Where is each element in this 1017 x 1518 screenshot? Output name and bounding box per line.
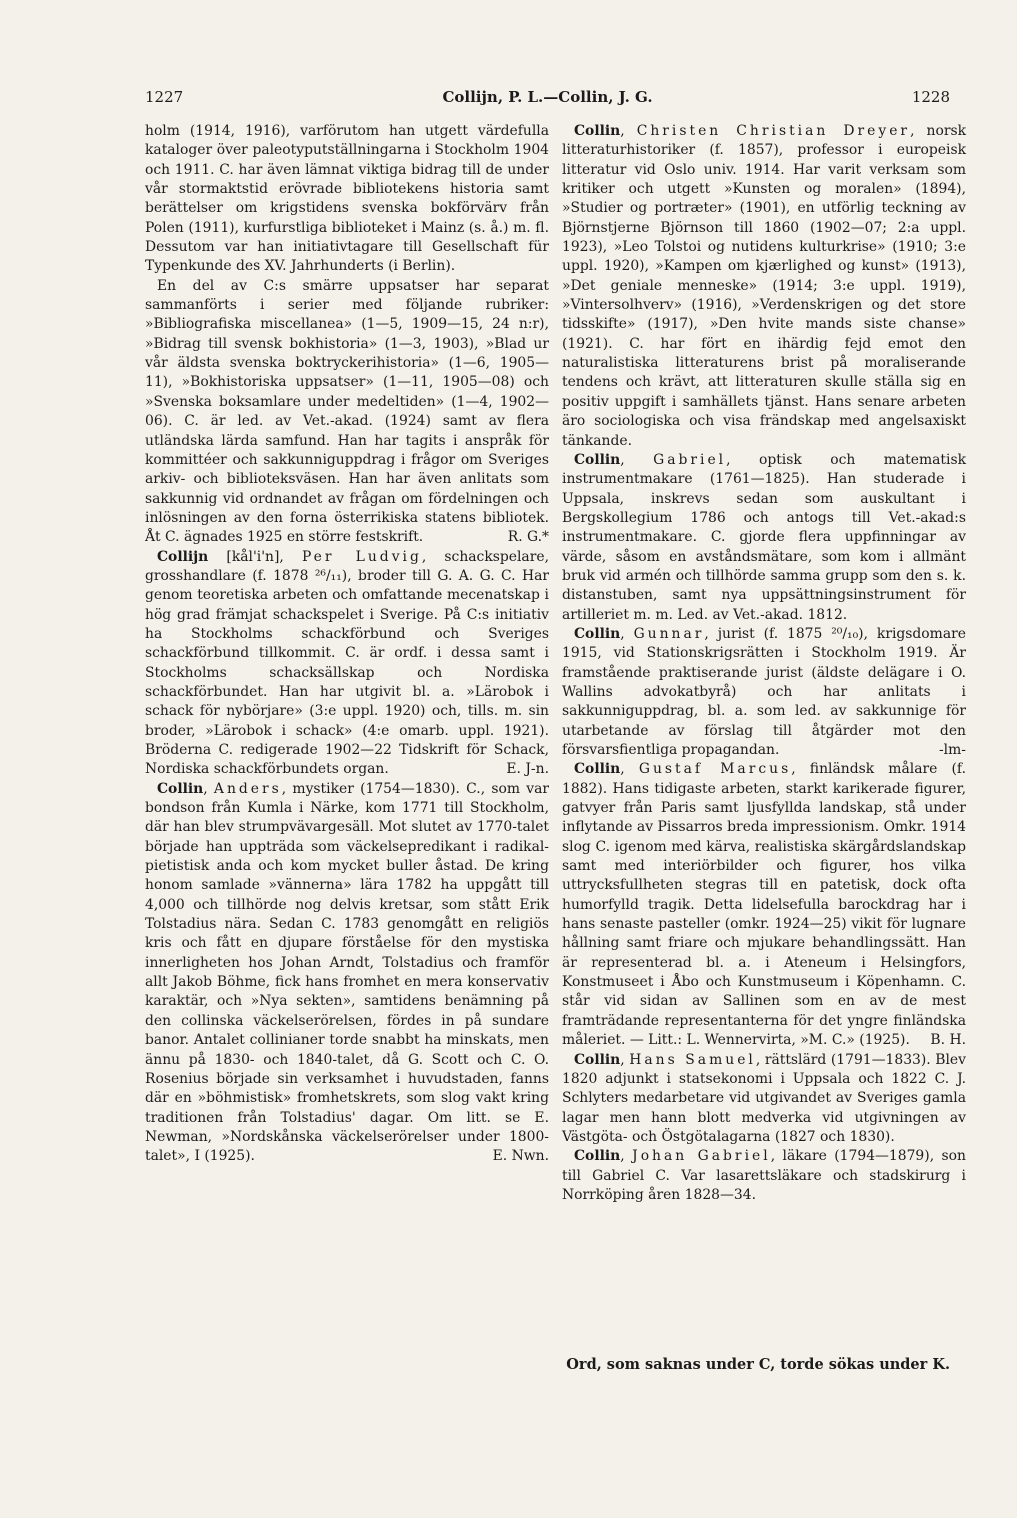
entry-given-name: Hans Samuel [629, 1051, 756, 1068]
footer-note: Ord, som saknas under C, torde sökas under K. [566, 1356, 950, 1373]
running-title: Collijn, P. L.—Collin, J. G. [442, 88, 653, 106]
entry-given-name: Per Ludvig [301, 548, 422, 565]
entry-collin-johan-gabriel: Collin, Johan Gabriel, läkare (1794—1879), son till Gabriel C. Var lasarettsläkare och stadskirurg i Norrköping åren 1828—34. [562, 1148, 966, 1203]
entry-headword: Collin [574, 625, 621, 642]
entry-collin-christen: Collin, Christen Christian Dreyer, norsk litteraturhistoriker (f. 1857), professor i europeisk litteratur vid Oslo univ. 1914. Har varit verksam som kritiker och utgett »Kunsten og moralen» (1894), »Studier og portræter» (1901), en utförlig teckning av Björnstjerne Björnson till 1860 (1902—07; 2:a uppl. 1923), »Leo Tolstoi og nutidens kulturkrise» (1910; 3:e uppl. 1920), »Kampen om kjærlighed og kunst» (1913), »Det geniale menneske» (1914; 3:e uppl. 1919), »Vintersolhverv» (1916), »Verdenskrigen og det store tidsskifte» (1917), »Den hvite mands siste chanse» (1921). C. har fört en ihärdig fejd emot den naturalistiska litteraturens brist på moraliserande tendens och krävt, att litteraturen skulle ställa sig en positiv uppgift i samhällets tjänst. Hans senare arbeten äro sociologiska och visa frändskap med angelsaxiskt tänkande. [562, 123, 967, 449]
entry-given-name: Gunnar [633, 625, 705, 642]
entry-given-name: Gabriel [653, 451, 727, 468]
entry-headword: Collijn [157, 548, 209, 565]
entry-text: , rättslärd (1791—1833). Blev 1820 adjunkt i statsekonomi i Uppsala och 1822 C. J. Schlyters medarbetare vid utgivandet av Sveriges gamla lagar men hann blott medverka vid utgivningen av Västgöta- och Östgötalagarna (1827 och 1830). [562, 1051, 966, 1145]
entry-headword: Collin [574, 1148, 621, 1165]
page-header [145, 88, 950, 112]
entry-headword: Collin [157, 780, 204, 797]
entry-text: , schackspelare, grosshandlare (f. 1878 ²⁶/₁₁), broder till G. A. G. C. Har genom teoretiska arbeten och omfattande mecenatskap i hög grad främjat schackspelet i Sverige. På C:s initiativ ha Stockholms schackförbund och Sveriges schackförbund tillkommit. C. är ordf. i dessa samt i Stockholms schacksällskap och Nordiska schackförbundet. Han har utgivit bl. a. »Lärobok i schack för nybörjare» (3:e uppl. 1920) och, tills. m. sin broder, »Lärobok i schack» (4:e omarb. uppl. 1921). Bröderna C. redigerade 1902—22 Tidskrift för Schack, Nordiska schackförbundets organ. [145, 548, 549, 778]
paragraph-text: En del av C:s smärre uppsatser har separat sammanförts i serier med följande rubriker: »Bibliografiska miscellanea» (1—5, 1909—15, 24 n:r), »Bidrag till svensk bokhistoria» (1—3, 1903), »Blad ur vår äldsta svenska boktryckerihistoria» (1—6, 1905—11), »Bokhistoriska uppsatser» (1—11, 1905—08) och »Svenska boksamlare under medeltiden» (1—4, 1902—06). C. är led. av Vet.-akad. (1924) samt av flera utländska lärda samfund. Han har tagits i anspråk för kommittéer och sakkunniguppdrag i frågor om Sveriges arkiv- och biblioteksväsen. Han har även anlitats som sakkunnig vid ordnandet av frågan om fördelningen och inlösningen av den forna österrikiska statens bibliotek. Åt C. ägnades 1925 en större festskrift. [145, 277, 549, 546]
entry-headword: Collin [574, 1051, 621, 1068]
entry-text: , jurist (f. 1875 ²⁰/₁₀), krigsdomare 1915, vid Stationskrigsrätten i Stockholm 1919. Är framstående praktiserande jurist (äldste delägare i O. Wallins advokatbyrå) och har anlitats i sakkunniguppdrag, bl. a. som led. av sakkunnige för utarbetande av förslag till åtgärder mot den försvarsfientliga propagandan. [562, 625, 966, 758]
right-column [562, 122, 966, 1205]
entry-text: , norsk litteraturhistoriker (f. 1857), professor i europeisk litteratur vid Oslo univ. 1914. Har varit verksam som kritiker och utgett »Kunsten og moralen» (1894), »Studier og portræter» (1901), en utförlig teckning av Björnstjerne Björnson till 1860 (1902—07; 2:a uppl. 1923), »Leo Tolstoi og nutidens kulturkrise» (1910; 3:e uppl. 1920), »Kampen om kjærlighed og kunst» (1913), »Det geniale menneske» (1914; 3:e uppl. 1919), »Vintersolhverv» (1916), »Verdenskrigen og det store tidsskifte» (1917), »Den hvite mands siste chanse» (1921). C. har fört en ihärdig fejd emot den naturalistiska litteraturens brist på moraliserande tendens och krävt, att litteraturen skulle ställa sig en positiv uppgift i samhällets tjänst. Hans senare arbeten äro sociologiska och visa frändskap med angelsaxiskt tänkande. [562, 123, 967, 449]
entry-headword: Collin [574, 123, 621, 139]
entry-collin-gustaf-marcus: Collin, Gustaf Marcus, finländsk målare (f. 1882). Hans tidigaste arbeten, starkt karikerade figurer, gatvyer från Paris samt ljusfyllda landskap, stå under inflytande av Pissarros breda impressionism. Omkr. 1914 slog C. igenom med kärva, realistiska skärgårdslandskap samt med interiörbilder och figurer, hos vilka uttrycksfullheten stegras till en patetisk, dock ofta humorfylld tragik. Detta lidelsefulla barockdrag har i hans senaste pasteller (omkr. 1924—25) vikit för lugnare hållning samt friare och mjukare behandlingssätt. Han är representerad bl. a. i Ateneum i Helsingfors, Konstmuseet i Åbo och Kunstmuseum i Köpenhamn. C. står vid sidan av Sallinen som en av de mest framträdande representanterna för det yngre finländska måleriet. — Litt.: L. Wennervirta, »M. C.» (1925). B. H. [562, 760, 966, 1050]
entry-collin-hans-samuel: Collin, Hans Samuel, rättslärd (1791—1833). Blev 1820 adjunkt i statsekonomi i Uppsala och 1822 C. J. Schlyters medarbetare vid utgivandet av Sveriges gamla lagar men hann blott medverka vid utgivningen av Västgöta- och Östgötalagarna (1827 och 1830). [562, 1051, 966, 1145]
entry-collin-anders: Collin, Anders, mystiker (1754—1830). C., som var bondson från Kumla i Närke, kom 1771 till Stockholm, där han blev strumpvävargesäll. Mot slutet av 1770-talet började han uppträda som väckelsepredikant i radikal-pietistisk anda och kom mycket buller åstad. De kring honom samlade »vännerna» lära 1782 ha uppgått till 4,000 och tillhörde nog delvis kretsar, som stått Erik Tolstadius nära. Sedan C. 1783 genomgått en religiös kris och fått en djupare förståelse för den mystiska innerligheten hos Johan Arndt, Tolstadius och framför allt Jakob Böhme, fick hans fromhet en mera konservativ karaktär, och »Nya sekten», samtidens benämning på den collinska väckelserörelsen, fördes in på sundare banor. Antalet collinianer torde snabbt ha minskats, men ännu på 1830- och 1840-talet, då G. Scott och C. O. Rosenius började sin verksamhet i huvudstaden, fanns där en »böhmistisk» fromhetskrets, som slog vakt kring traditionen från Tolstadius' dagar. Om litt. se E. Newman, »Nordskånska väckelserörelser under 1800-talet», I (1925). E. Nwn. [145, 780, 549, 1167]
entry-headword: Collin [574, 761, 621, 778]
continued-paragraph: holm (1914, 1916), varförutom han utgett värdefulla kataloger över paleotyputställningarna i Stockholm 1904 och 1911. C. har även lämnat viktiga bidrag till de under vår stormaktstid erövrade bibliotekens historia samt berättelser om krigstidens svenska bokförvärv från Polen (1911), kurfurstliga biblioteket i Mainz (s. å.) m. fl. Dessutom var han initiativtagare till Gesellschaft für Typenkunde des XV. Jahrhunderts (i Berlin). [145, 123, 549, 275]
entry-text: , optisk och matematisk instrumentmakare (1761—1825). Han studerade i Uppsala, inskrevs sedan som auskultant i Bergskollegium 1786 och antogs till Vet.-akad:s instrumentmakare. C. gjorde flera uppfinningar av värde, såsom en avståndsmätare, som kom i allmänt bruk vid armén och tillhörde samma grupp som den s. k. distanstuben, samt nya uppsättningsinstrument för artilleriet m. m. Led. av Vet.-akad. 1812. [562, 451, 966, 623]
entry-collin-gabriel: Collin, Gabriel, optisk och matematisk instrumentmakare (1761—1825). Han studerade i Uppsala, inskrevs sedan som auskultant i Bergskollegium 1786 och antogs till Vet.-akad:s instrumentmakare. C. gjorde flera uppfinningar av värde, såsom en avståndsmätare, som kom i allmänt bruk vid armén och tillhörde samma grupp som den s. k. distanstuben, samt nya uppsättningsinstrument för artilleriet m. m. Led. av Vet.-akad. 1812. [562, 451, 966, 623]
author-signature: E. J-n. [506, 761, 549, 778]
entry-given-name: Christen Christian Dreyer [636, 123, 911, 139]
entry-collin-gunnar: Collin, Gunnar, jurist (f. 1875 ²⁰/₁₀), krigsdomare 1915, vid Stationskrigsrätten i Stockholm 1919. Är framstående praktiserande jurist (äldste delägare i O. Wallins advokatbyrå) och har anlitats i sakkunniguppdrag, bl. a. som led. av sakkunnige för utarbetande av förslag till åtgärder mot den försvarsfientliga propagandan. -lm- [562, 625, 966, 760]
entry-text: , läkare (1794—1879), son till Gabriel C. Var lasarettsläkare och stadskirurg i Norrköping åren 1828—34. [562, 1148, 966, 1203]
author-signature: R. G.* [507, 529, 549, 546]
entry-headword: Collin [574, 451, 621, 468]
left-column [145, 122, 549, 1167]
author-signature: -lm- [938, 742, 966, 758]
entry-given-name: Gustaf Marcus [638, 761, 792, 778]
entry-collijn-per-ludvig [145, 548, 549, 780]
author-signature: E. Nwn. [492, 1148, 549, 1165]
entry-given-name: Anders [213, 780, 282, 797]
author-signature: B. H. [930, 1032, 966, 1049]
entry-text: , finländsk målare (f. 1882). Hans tidigaste arbeten, starkt karikerade figurer, gatvyer från Paris samt ljusfyllda landskap, stå under inflytande av Pissarros breda impressionism. Omkr. 1914 slog C. igenom med kärva, realistiska skärgårdslandskap samt med interiörbilder och figurer, hos vilka uttrycksfullheten stegras till en patetisk, dock ofta humorfylld tragik. Detta lidelsefulla barockdrag har i hans senaste pasteller (omkr. 1924—25) vikit för lugnare hållning samt friare och mjukare behandlingssätt. Han är representerad bl. a. i Ateneum i Helsingfors, Konstmuseet i Åbo och Kunstmuseum i Köpenhamn. C. står vid sidan av Sallinen som en av de mest framträdande representanterna för det yngre finländska måleriet. — Litt.: L. Wennervirta, »M. C.» (1925). [562, 761, 966, 1049]
entry-text: , mystiker (1754—1830). C., som var bondson från Kumla i Närke, kom 1771 till Stockholm, där han blev strumpvävargesäll. Mot slutet av 1770-talet började han uppträda som väckelsepredikant i radikal-pietistisk anda och kom mycket buller åstad. De kring honom samlade »vännerna» lära 1782 ha uppgått till 4,000 och tillhörde nog delvis kretsar, som stått Erik Tolstadius nära. Sedan C. 1783 genomgått en religiös kris och fått en djupare förståelse för den mystiska innerligheten hos Johan Arndt, Tolstadius och framför allt Jakob Böhme, fick hans fromhet en mera konservativ karaktär, och »Nya sekten», samtidens benämning på den collinska väckelserörelsen, fördes in på sundare banor. Antalet collinianer torde snabbt ha minskats, men ännu på 1830- och 1840-talet, då G. Scott och C. O. Rosenius började sin verksamhet i huvudstaden, fanns där en »böhmistisk» fromhetskrets, som slog vakt kring traditionen från Tolstadius' dagar. Om litt. se E. Newman, »Nordskånska väckelserörelser under 1800-talet», I (1925). [145, 780, 549, 1165]
page-number-left: 1227 [145, 88, 184, 106]
paragraph-series [145, 277, 549, 548]
page-number-right: 1228 [911, 88, 950, 106]
entry-pronunciation: [kål'i'n], [208, 548, 302, 565]
entry-given-name: Johan Gabriel [632, 1148, 771, 1165]
